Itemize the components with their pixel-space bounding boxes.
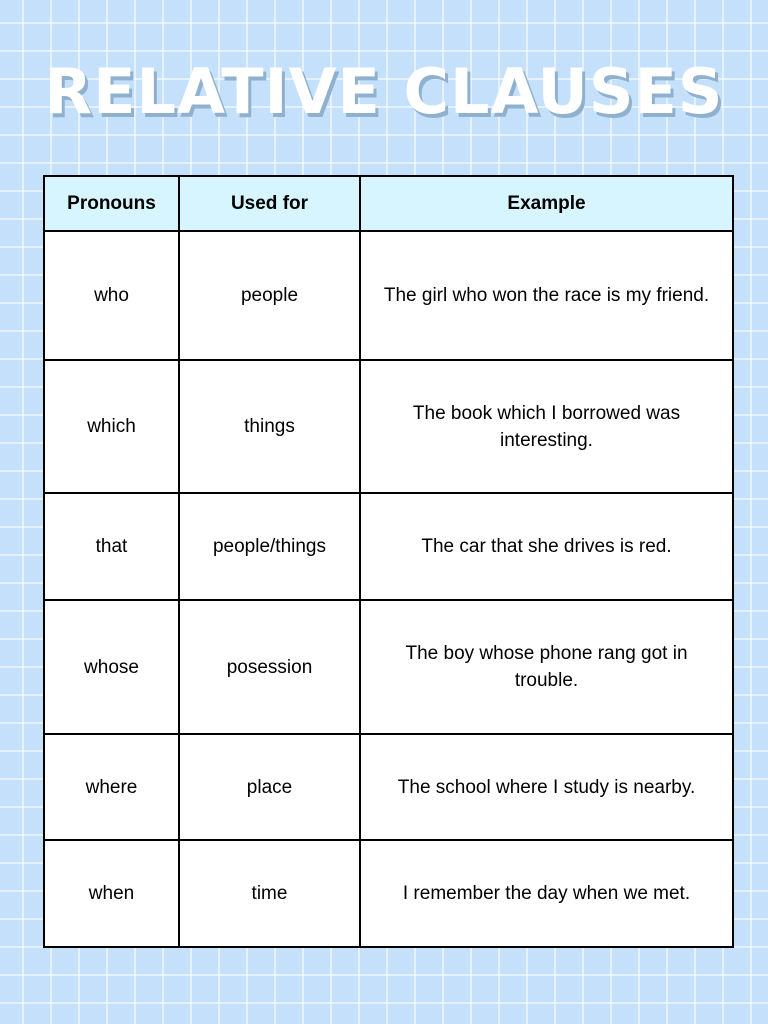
pronoun-cell: whose	[44, 600, 179, 734]
pronoun-cell: where	[44, 734, 179, 840]
header-pronouns: Pronouns	[44, 176, 179, 231]
page-title: RELATIVE CLAUSES	[44, 55, 724, 128]
example-cell: The book which I borrowed was interesting.	[360, 360, 733, 493]
header-example: Example	[360, 176, 733, 231]
pronoun-cell: that	[44, 493, 179, 600]
example-cell: The school where I study is nearby.	[360, 734, 733, 840]
table-row	[44, 734, 733, 840]
used-for-cell: people/things	[179, 493, 360, 600]
example-cell: The car that she drives is red.	[360, 493, 733, 600]
table-row	[44, 840, 733, 947]
table-row	[44, 360, 733, 493]
example-cell: The girl who won the race is my friend.	[360, 231, 733, 360]
table-header-row	[44, 176, 733, 231]
example-cell: The boy whose phone rang got in trouble.	[360, 600, 733, 734]
pronoun-cell: when	[44, 840, 179, 947]
table-row	[44, 600, 733, 734]
table-row	[44, 231, 733, 360]
used-for-cell: place	[179, 734, 360, 840]
table-row	[44, 493, 733, 600]
pronoun-cell: which	[44, 360, 179, 493]
used-for-cell: posession	[179, 600, 360, 734]
used-for-cell: people	[179, 231, 360, 360]
used-for-cell: time	[179, 840, 360, 947]
used-for-cell: things	[179, 360, 360, 493]
pronoun-cell: who	[44, 231, 179, 360]
example-cell: I remember the day when we met.	[360, 840, 733, 947]
header-used-for: Used for	[179, 176, 360, 231]
relative-clauses-table	[43, 175, 734, 948]
